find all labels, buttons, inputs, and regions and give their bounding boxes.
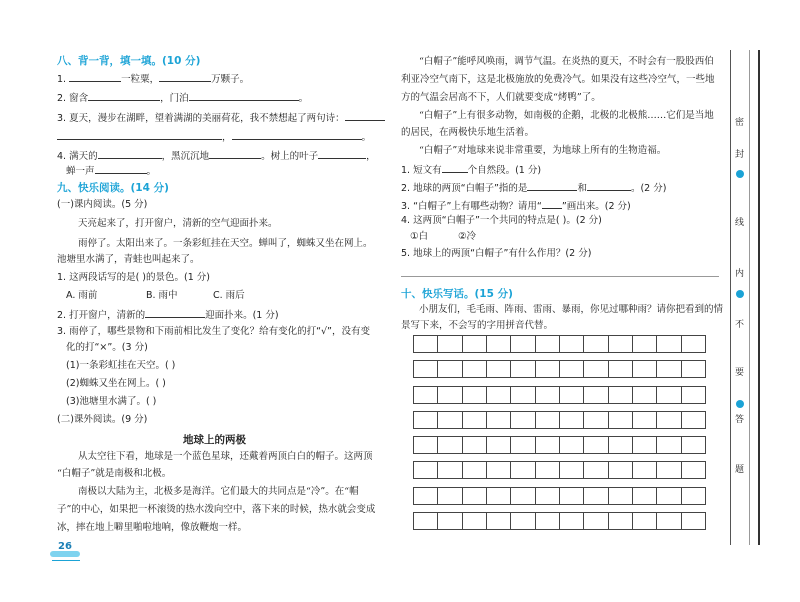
article-line: “白帽子”能呼风唤雨，调节气温。在炎热的夏天，不时会有一股股西伯 (419, 56, 714, 67)
answer-blank[interactable] (442, 163, 468, 173)
binding-char: 密 (735, 118, 745, 128)
grid-cell[interactable] (632, 411, 657, 429)
grid-cell[interactable] (535, 512, 560, 530)
grid-cell[interactable] (583, 386, 608, 404)
answer-blank[interactable] (232, 130, 362, 140)
article-line: “白帽子”上有很多动物，如南极的企鹅，北极的北极熊……它们是当地 (419, 110, 714, 121)
underline-sample (542, 199, 562, 209)
grid-cell[interactable] (510, 411, 535, 429)
passage-line: 池塘里水满了，青蛙也叫起来了。 (57, 254, 200, 265)
grid-cell[interactable] (535, 411, 560, 429)
grid-cell[interactable] (413, 335, 438, 353)
grid-cell[interactable] (510, 487, 535, 505)
grid-cell[interactable] (583, 360, 608, 378)
grid-cell[interactable] (462, 487, 487, 505)
scissors-icon (736, 290, 744, 298)
grid-cell[interactable] (413, 512, 438, 530)
question-8-4-line2: 蝉一声 。 (66, 166, 157, 177)
grid-cell[interactable] (462, 411, 487, 429)
reading-question-1: 1. 短文有 个自然段。(1 分) (401, 165, 542, 176)
answer-blank[interactable] (69, 72, 121, 82)
grid-cell[interactable] (535, 436, 560, 454)
reading-question-2: 2. 地球的两顶“白帽子”指的是 和 。(2 分) (401, 183, 667, 194)
binding-line (758, 50, 760, 545)
grid-cell[interactable] (632, 436, 657, 454)
binding-char: 要 (735, 368, 745, 378)
answer-blank[interactable] (159, 72, 211, 82)
grid-cell[interactable] (559, 461, 584, 479)
answer-blank[interactable] (189, 91, 299, 101)
grid-cell[interactable] (413, 411, 438, 429)
grid-cell[interactable] (608, 461, 633, 479)
article-line: 冰，摔在地上噼里啪啦地响，像放鞭炮一样。 (57, 522, 248, 533)
grid-cell[interactable] (486, 360, 511, 378)
article-line: “白帽子”对地球来说非常重要，为地球上所有的生物造福。 (419, 145, 667, 156)
grid-cell[interactable] (559, 360, 584, 378)
answer-blank[interactable] (209, 149, 261, 159)
question-8-3-line2: ， 。 (57, 130, 371, 144)
writing-prompt-cont: 景写下来，不会写的字用拼音代替。 (401, 320, 554, 331)
grid-cell[interactable] (535, 386, 560, 404)
grid-cell[interactable] (681, 335, 706, 353)
option-a[interactable]: A. 雨前 (66, 290, 98, 301)
grid-cell[interactable] (462, 360, 487, 378)
grid-cell[interactable] (486, 411, 511, 429)
grid-cell[interactable] (535, 335, 560, 353)
grid-cell[interactable] (681, 487, 706, 505)
answer-blank[interactable] (57, 130, 222, 140)
grid-cell[interactable] (681, 512, 706, 530)
binding-char: 内 (735, 269, 745, 279)
grid-cell[interactable] (632, 360, 657, 378)
answer-blank[interactable] (88, 91, 160, 101)
grid-cell[interactable] (462, 386, 487, 404)
grid-cell[interactable] (437, 360, 462, 378)
question-8-2: 2. 窗含 ，门泊 。 (57, 93, 309, 104)
grid-cell[interactable] (510, 360, 535, 378)
question-8-4: 4. 满天的 ，黑沉沉地 。树上的叶子 ， (57, 151, 376, 162)
article-line: 方的气温会居高不下，人们就要变成“烤鸭”了。 (401, 92, 601, 103)
grid-cell[interactable] (437, 436, 462, 454)
question-9-3-cont: 化的打“×”。(3 分) (66, 342, 148, 353)
judge-item[interactable]: (1)一条彩虹挂在天空。( ) (66, 360, 176, 371)
grid-cell[interactable] (510, 335, 535, 353)
question-9-3: 3. 雨停了，哪些景物和下雨前相比发生了变化？给有变化的打“√”，没有变 (57, 326, 370, 337)
grid-cell[interactable] (583, 436, 608, 454)
grid-cell[interactable] (632, 461, 657, 479)
grid-cell[interactable] (535, 487, 560, 505)
passage-line: 天亮起来了，打开窗户，清新的空气迎面扑来。 (78, 218, 278, 229)
grid-cell[interactable] (608, 335, 633, 353)
grid-cell[interactable] (632, 335, 657, 353)
grid-cell[interactable] (437, 512, 462, 530)
grid-cell[interactable] (608, 487, 633, 505)
grid-cell[interactable] (413, 461, 438, 479)
article-line: 子”的中心，如果把一杯滚烫的热水泼向空中，落下来的时候，热水就会变成 (57, 504, 376, 515)
binding-char: 题 (735, 465, 745, 475)
grid-cell[interactable] (656, 335, 681, 353)
page-number: 26 (58, 541, 72, 552)
section-10-title: 十、快乐写话。(15 分) (401, 288, 513, 300)
grid-cell[interactable] (413, 487, 438, 505)
scissors-icon (736, 400, 744, 408)
grid-cell[interactable] (559, 411, 584, 429)
binding-char: 不 (735, 320, 745, 330)
grid-cell[interactable] (656, 386, 681, 404)
passage-line: 雨停了。太阳出来了。一条彩虹挂在天空。蝉叫了，蜘蛛又坐在网上。 (78, 238, 373, 249)
option-2[interactable]: ②冷 (458, 231, 477, 242)
binding-line (730, 50, 731, 545)
reading-question-4: 4. 这两顶“白帽子”一个共同的特点是( )。(2 分) (401, 215, 602, 226)
grid-cell[interactable] (535, 360, 560, 378)
grid-cell[interactable] (608, 360, 633, 378)
grid-cell[interactable] (559, 512, 584, 530)
article-line: 的居民，在两极快乐地生活着。 (401, 127, 535, 138)
grid-cell[interactable] (681, 461, 706, 479)
answer-blank[interactable] (98, 149, 162, 159)
grid-cell[interactable] (462, 461, 487, 479)
grid-cell[interactable] (583, 461, 608, 479)
grid-cell[interactable] (656, 487, 681, 505)
grid-cell[interactable] (413, 360, 438, 378)
question-8-1: 1. 一粒粟， 万颗子。 (57, 74, 250, 85)
grid-cell[interactable] (559, 335, 584, 353)
grid-cell[interactable] (656, 436, 681, 454)
grid-cell[interactable] (437, 335, 462, 353)
grid-cell[interactable] (559, 487, 584, 505)
grid-cell[interactable] (462, 335, 487, 353)
answer-blank[interactable] (587, 181, 631, 191)
grid-cell[interactable] (486, 461, 511, 479)
grid-cell[interactable] (559, 386, 584, 404)
reading-question-5: 5. 地球上的两顶“白帽子”有什么作用？(2 分) (401, 248, 592, 259)
grid-cell[interactable] (510, 461, 535, 479)
scissors-icon (736, 170, 744, 178)
grid-cell[interactable] (656, 512, 681, 530)
grid-cell[interactable] (535, 461, 560, 479)
grid-cell[interactable] (583, 487, 608, 505)
section-9-title: 九、快乐阅读。(14 分) (57, 182, 169, 194)
article-line: 南极以大陆为主，北极多是海洋。它们最大的共同点是“冷”。在“帽 (78, 486, 359, 497)
judge-item[interactable]: (2)蜘蛛又坐在网上。( ) (66, 378, 166, 389)
grid-cell[interactable] (656, 411, 681, 429)
grid-cell[interactable] (583, 411, 608, 429)
grid-cell[interactable] (437, 487, 462, 505)
reading-question-3: 3. “白帽子”上有哪些动物？请用“ ”画出来。(2 分) (401, 201, 631, 212)
grid-cell[interactable] (510, 512, 535, 530)
grid-cell[interactable] (437, 461, 462, 479)
grid-cell[interactable] (608, 512, 633, 530)
article-line: “白帽子”就是南极和北极。 (57, 468, 172, 479)
grid-cell[interactable] (510, 436, 535, 454)
grid-cell[interactable] (608, 411, 633, 429)
grid-cell[interactable] (632, 487, 657, 505)
writing-grid[interactable] (413, 335, 705, 537)
question-8-3: 3. 夏天，漫步在湖畔，望着满湖的美丽荷花，我不禁想起了两句诗： (57, 111, 385, 125)
page-number-underline (52, 560, 80, 561)
binding-char: 封 (735, 150, 745, 160)
section-8-title: 八、背一背，填一填。(10 分) (57, 55, 201, 67)
grid-cell[interactable] (413, 386, 438, 404)
article-line: 利亚冷空气南下，这是北极施放的免费冷气。如果没有这些冷空气，一些地 (401, 74, 715, 85)
grid-cell[interactable] (681, 360, 706, 378)
grid-cell[interactable] (681, 436, 706, 454)
binding-char: 答 (735, 415, 745, 425)
option-1[interactable]: ①白 (410, 231, 429, 242)
subsection-1-title: (一)课内阅读。(5 分) (57, 199, 148, 210)
answer-blank[interactable] (318, 149, 366, 159)
binding-char: 线 (735, 218, 745, 228)
grid-cell[interactable] (486, 335, 511, 353)
grid-cell[interactable] (510, 386, 535, 404)
grid-cell[interactable] (413, 436, 438, 454)
grid-cell[interactable] (486, 487, 511, 505)
option-b[interactable]: B. 雨中 (146, 290, 178, 301)
grid-cell[interactable] (583, 335, 608, 353)
grid-cell[interactable] (462, 512, 487, 530)
answer-blank[interactable] (95, 164, 147, 174)
grid-cell[interactable] (559, 436, 584, 454)
article-line: 从太空往下看，地球是一个蓝色星球，还戴着两顶白白的帽子。这两顶 (78, 451, 373, 462)
question-9-1: 1. 这两段话写的是( )的景色。(1 分) (57, 272, 210, 283)
grid-cell[interactable] (583, 512, 608, 530)
subsection-2-title: (二)课外阅读。(9 分) (57, 414, 148, 425)
grid-cell[interactable] (486, 512, 511, 530)
grid-cell[interactable] (656, 360, 681, 378)
writing-prompt: 小朋友们，毛毛雨、阵雨、雷雨、暴雨，你见过哪种雨？请你把看到的情 (419, 304, 724, 315)
grid-cell[interactable] (632, 386, 657, 404)
answer-blank[interactable] (527, 181, 577, 191)
grid-cell[interactable] (632, 512, 657, 530)
grid-cell[interactable] (486, 436, 511, 454)
answer-blank[interactable] (145, 308, 205, 318)
option-c[interactable]: C. 雨后 (213, 290, 245, 301)
grid-cell[interactable] (437, 386, 462, 404)
grid-cell[interactable] (681, 386, 706, 404)
grid-cell[interactable] (608, 436, 633, 454)
binding-line (749, 50, 750, 545)
grid-cell[interactable] (437, 411, 462, 429)
grid-cell[interactable] (681, 411, 706, 429)
article-title: 地球上的两极 (183, 434, 246, 446)
answer-blank[interactable] (345, 111, 385, 121)
grid-cell[interactable] (486, 386, 511, 404)
grid-cell[interactable] (656, 461, 681, 479)
judge-item[interactable]: (3)池塘里水满了。( ) (66, 396, 157, 407)
section-divider (401, 276, 719, 277)
grid-cell[interactable] (608, 386, 633, 404)
question-9-2: 2. 打开窗户，清新的 迎面扑来。(1 分) (57, 310, 279, 321)
grid-cell[interactable] (462, 436, 487, 454)
